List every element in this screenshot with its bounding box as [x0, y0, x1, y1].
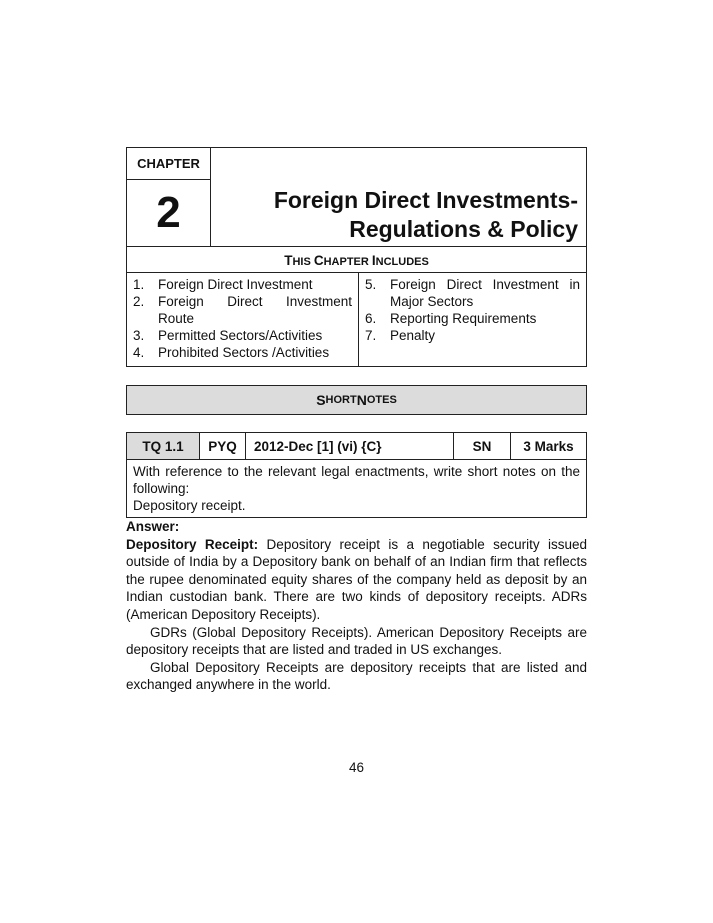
chapter-includes-box [126, 247, 587, 367]
chapter-includes-heading: THIS CHAPTER INCLUDES [127, 247, 586, 273]
question-table [126, 432, 587, 518]
chapter-title-line1: Foreign Direct Investments- [273, 187, 578, 213]
page-content [126, 147, 587, 694]
list-item: 5. Foreign Direct Investment in Major Sectors [365, 277, 580, 309]
question-header-row [127, 433, 586, 460]
answer-label: Answer: [126, 519, 180, 534]
list-item: 4. Prohibited Sectors /Activities [133, 345, 330, 360]
question-id: TQ 1.1 [127, 433, 200, 459]
list-item: 1. Foreign Direct Investment [133, 277, 313, 292]
question-category: SN [454, 433, 511, 459]
answer-paragraph: Depository Receipt: Depository receipt is a negotiable security issued outside of India by a Depository bank on behalf of an Indian firm that reflects the rupee denominated equity shares of the company held as deposit by an Indian custodian bank. There are two kinds of depository receipts. ADRs (American Depository Receipts). [126, 536, 588, 622]
answer-paragraph: Global Depository Receipts are depository receipts that are listed and exchanged anywhere in the world. [126, 659, 587, 693]
list-item: 2. Foreign Direct Investment Route [133, 294, 352, 326]
list-item: 6. Reporting Requirements [365, 311, 537, 326]
question-type: PYQ [200, 433, 246, 459]
answer-section [126, 518, 587, 694]
list-item: 7. Penalty [365, 328, 436, 343]
chapter-label: CHAPTER [127, 148, 211, 180]
includes-right-column [359, 273, 586, 366]
answer-term: Depository Receipt: [126, 536, 259, 552]
question-marks: 3 Marks [523, 438, 574, 454]
question-exam: 2012-Dec [1] (vi) {C} [246, 433, 454, 459]
chapter-header [126, 147, 587, 247]
chapter-title-line2: Regulations & Policy [349, 216, 578, 242]
chapter-number: 2 [127, 180, 211, 246]
page-number: 46 [348, 760, 365, 775]
question-text: With reference to the relevant legal enactments, write short notes on the following: Depository receipt. [133, 464, 580, 513]
answer-paragraph: GDRs (Global Depository Receipts). American Depository Receipts are depository receipts that are listed and traded in US exchanges. [126, 624, 587, 658]
list-item: 3. Permitted Sectors/Activities [133, 328, 323, 343]
section-heading-short-notes: S HORT N OTES [126, 385, 587, 415]
includes-left-column [127, 273, 359, 366]
chapter-title [274, 186, 578, 244]
